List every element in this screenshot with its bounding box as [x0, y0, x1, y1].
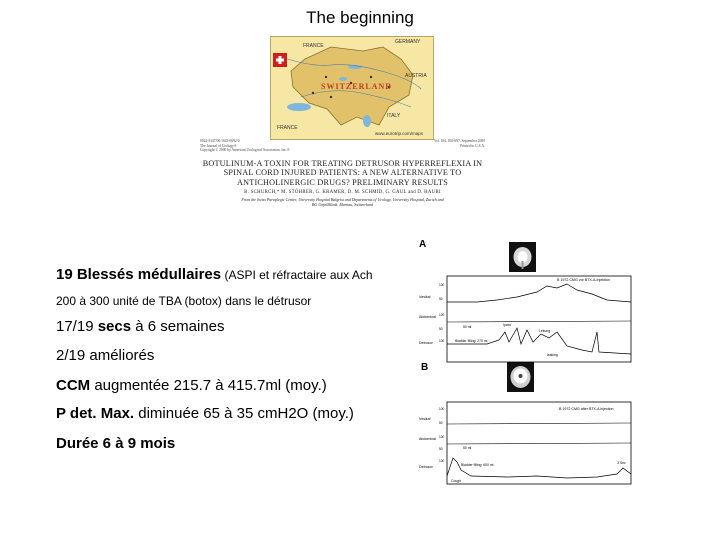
bullet-dry-bold: secs: [97, 318, 132, 335]
paper-affiliation: [200, 197, 485, 207]
trace-b-tick: 50: [439, 447, 443, 451]
map-label-germany: GERMANY: [395, 39, 421, 45]
trace-a-header: B 1972 CMG vor BTX-A-Injektion: [557, 278, 610, 282]
paper-authors: B. SCHURCH,* M. STÖHRER, G. KRAMER, D. M. SCHMID, G. GAUL and D. HAURI: [244, 190, 441, 195]
figure-label-a: A: [419, 239, 427, 250]
bullet-dry-pre: 17/19: [56, 318, 98, 335]
map-label-italy: ITALY: [387, 113, 401, 119]
bullet-pressure-bold: P det. Max.: [56, 405, 135, 422]
bullet-capacity: [56, 377, 327, 394]
paper-affiliation-line: BG Unfallklinik, Murnau, Switzerland: [311, 202, 374, 207]
bullet-dose: 200 à 300 unité de TBA (botox) dans le détrusor: [56, 294, 312, 308]
bullet-dry: [56, 318, 224, 335]
paper-title-line: SPINAL CORD INJURED PATIENTS: A NEW ALTERNATIVE TO: [223, 168, 462, 178]
paper-meta-line: Printed in U.S.A.: [460, 143, 485, 148]
bullet-pressure: [56, 405, 354, 422]
bullet-patients-rest: (ASPI et réfractaire aux Ach: [221, 268, 373, 282]
bullet-capacity-rest: augmentée 215.7 à 415.7ml (moy.): [90, 377, 327, 394]
trace-a-tick: 100: [439, 339, 445, 343]
bullet-improved: 2/19 améliorés: [56, 347, 155, 364]
map-label-switzerland: SWITZERLAND: [321, 82, 393, 91]
trace-b-tick: 100: [439, 435, 445, 439]
slide-title: The beginning: [306, 8, 414, 27]
paper-meta-right: [434, 139, 485, 148]
trace-b-axis-vesical: Vesikal: [419, 417, 431, 421]
paper-meta-line: The Journal of Urology®: [200, 143, 237, 148]
figure-label-b: B: [421, 362, 429, 373]
bullet-pressure-rest: diminuée 65 à 35 cmH2O (moy.): [134, 405, 354, 422]
trace-b-axis-abdominal: Abdominal: [419, 437, 436, 441]
trace-a-axis-abdominal: Abdominal: [419, 315, 436, 319]
paper-title-line: BOTULINUM-A TOXIN FOR TREATING DETRUSOR HYPERREFLEXIA IN: [202, 158, 483, 168]
trace-b-tick: 50: [439, 421, 443, 425]
bullet-patients-bold: 19 Blessés médullaires: [56, 266, 222, 283]
map-label-austria: AUSTRIA: [405, 73, 427, 79]
trace-b-annotation: Cough: [451, 479, 461, 483]
cystogram-image-a: [509, 242, 536, 272]
trace-a-annotation: leaking: [547, 353, 558, 357]
map-website: www.eurotrip.com/maps: [375, 131, 424, 136]
urodynamic-trace-b: [417, 398, 633, 486]
urodynamic-trace-a: [417, 272, 633, 364]
trace-a-tick: 50: [439, 297, 443, 301]
cystogram-image-b: [507, 362, 534, 392]
trace-b-axis-detrusor: Detrusor: [419, 465, 433, 469]
paper-meta-line: Vol. 164, 692-697, September 2000: [433, 139, 485, 143]
trace-b-tick: 100: [439, 407, 445, 411]
paper-meta-line: Copyright © 2000 by American Urological Association, Inc.®: [200, 148, 290, 153]
bullet-dry-post: à 6 semaines: [131, 318, 225, 335]
trace-a-annotation: Ipcec: [503, 323, 512, 327]
switzerland-map-graphic: [271, 37, 433, 139]
trace-b-annotation: 50 ml: [463, 446, 472, 450]
trace-a-tick: 50: [439, 327, 443, 331]
trace-b-annotation: 3 Sec: [617, 461, 626, 465]
trace-b-tick: 100: [439, 459, 445, 463]
map-label-france-south: FRANCE: [277, 125, 298, 131]
paper-title: [200, 159, 485, 187]
paper-header: [200, 139, 485, 207]
trace-a-annotation: Leitung: [539, 329, 551, 333]
paper-meta-line: 0022-5347/00/1643-0692/0: [200, 139, 240, 143]
trace-a-tick: 100: [439, 313, 445, 317]
trace-b-annotation: Bladder filling: 600 ml: [461, 463, 494, 467]
bullet-duration: Durée 6 à 9 mois: [56, 435, 176, 452]
switzerland-map: [270, 36, 434, 140]
trace-b-header: B 1972 CMG after BTX-A injection: [559, 407, 614, 411]
trace-a-axis-vesical: Vesikal: [419, 295, 431, 299]
trace-a-annotation: Bladder filling: 270 ml: [455, 339, 488, 343]
trace-a-axis-detrusor: Detrusor: [419, 341, 433, 345]
bullet-patients: [56, 266, 373, 283]
paper-affiliation-line: From the Swiss Paraplegic Centre, University Hospital Balgrist and Departments of Urology, University Hospital, Zurich and: [241, 197, 444, 202]
map-label-france: FRANCE: [303, 43, 324, 49]
bullet-capacity-bold: CCM: [56, 377, 91, 394]
trace-a-tick: 100: [439, 283, 445, 287]
trace-a-annotation: 50 ml: [463, 325, 472, 329]
paper-title-line: ANTICHOLINERGIC DRUGS? PRELIMINARY RESULTS: [237, 177, 448, 187]
